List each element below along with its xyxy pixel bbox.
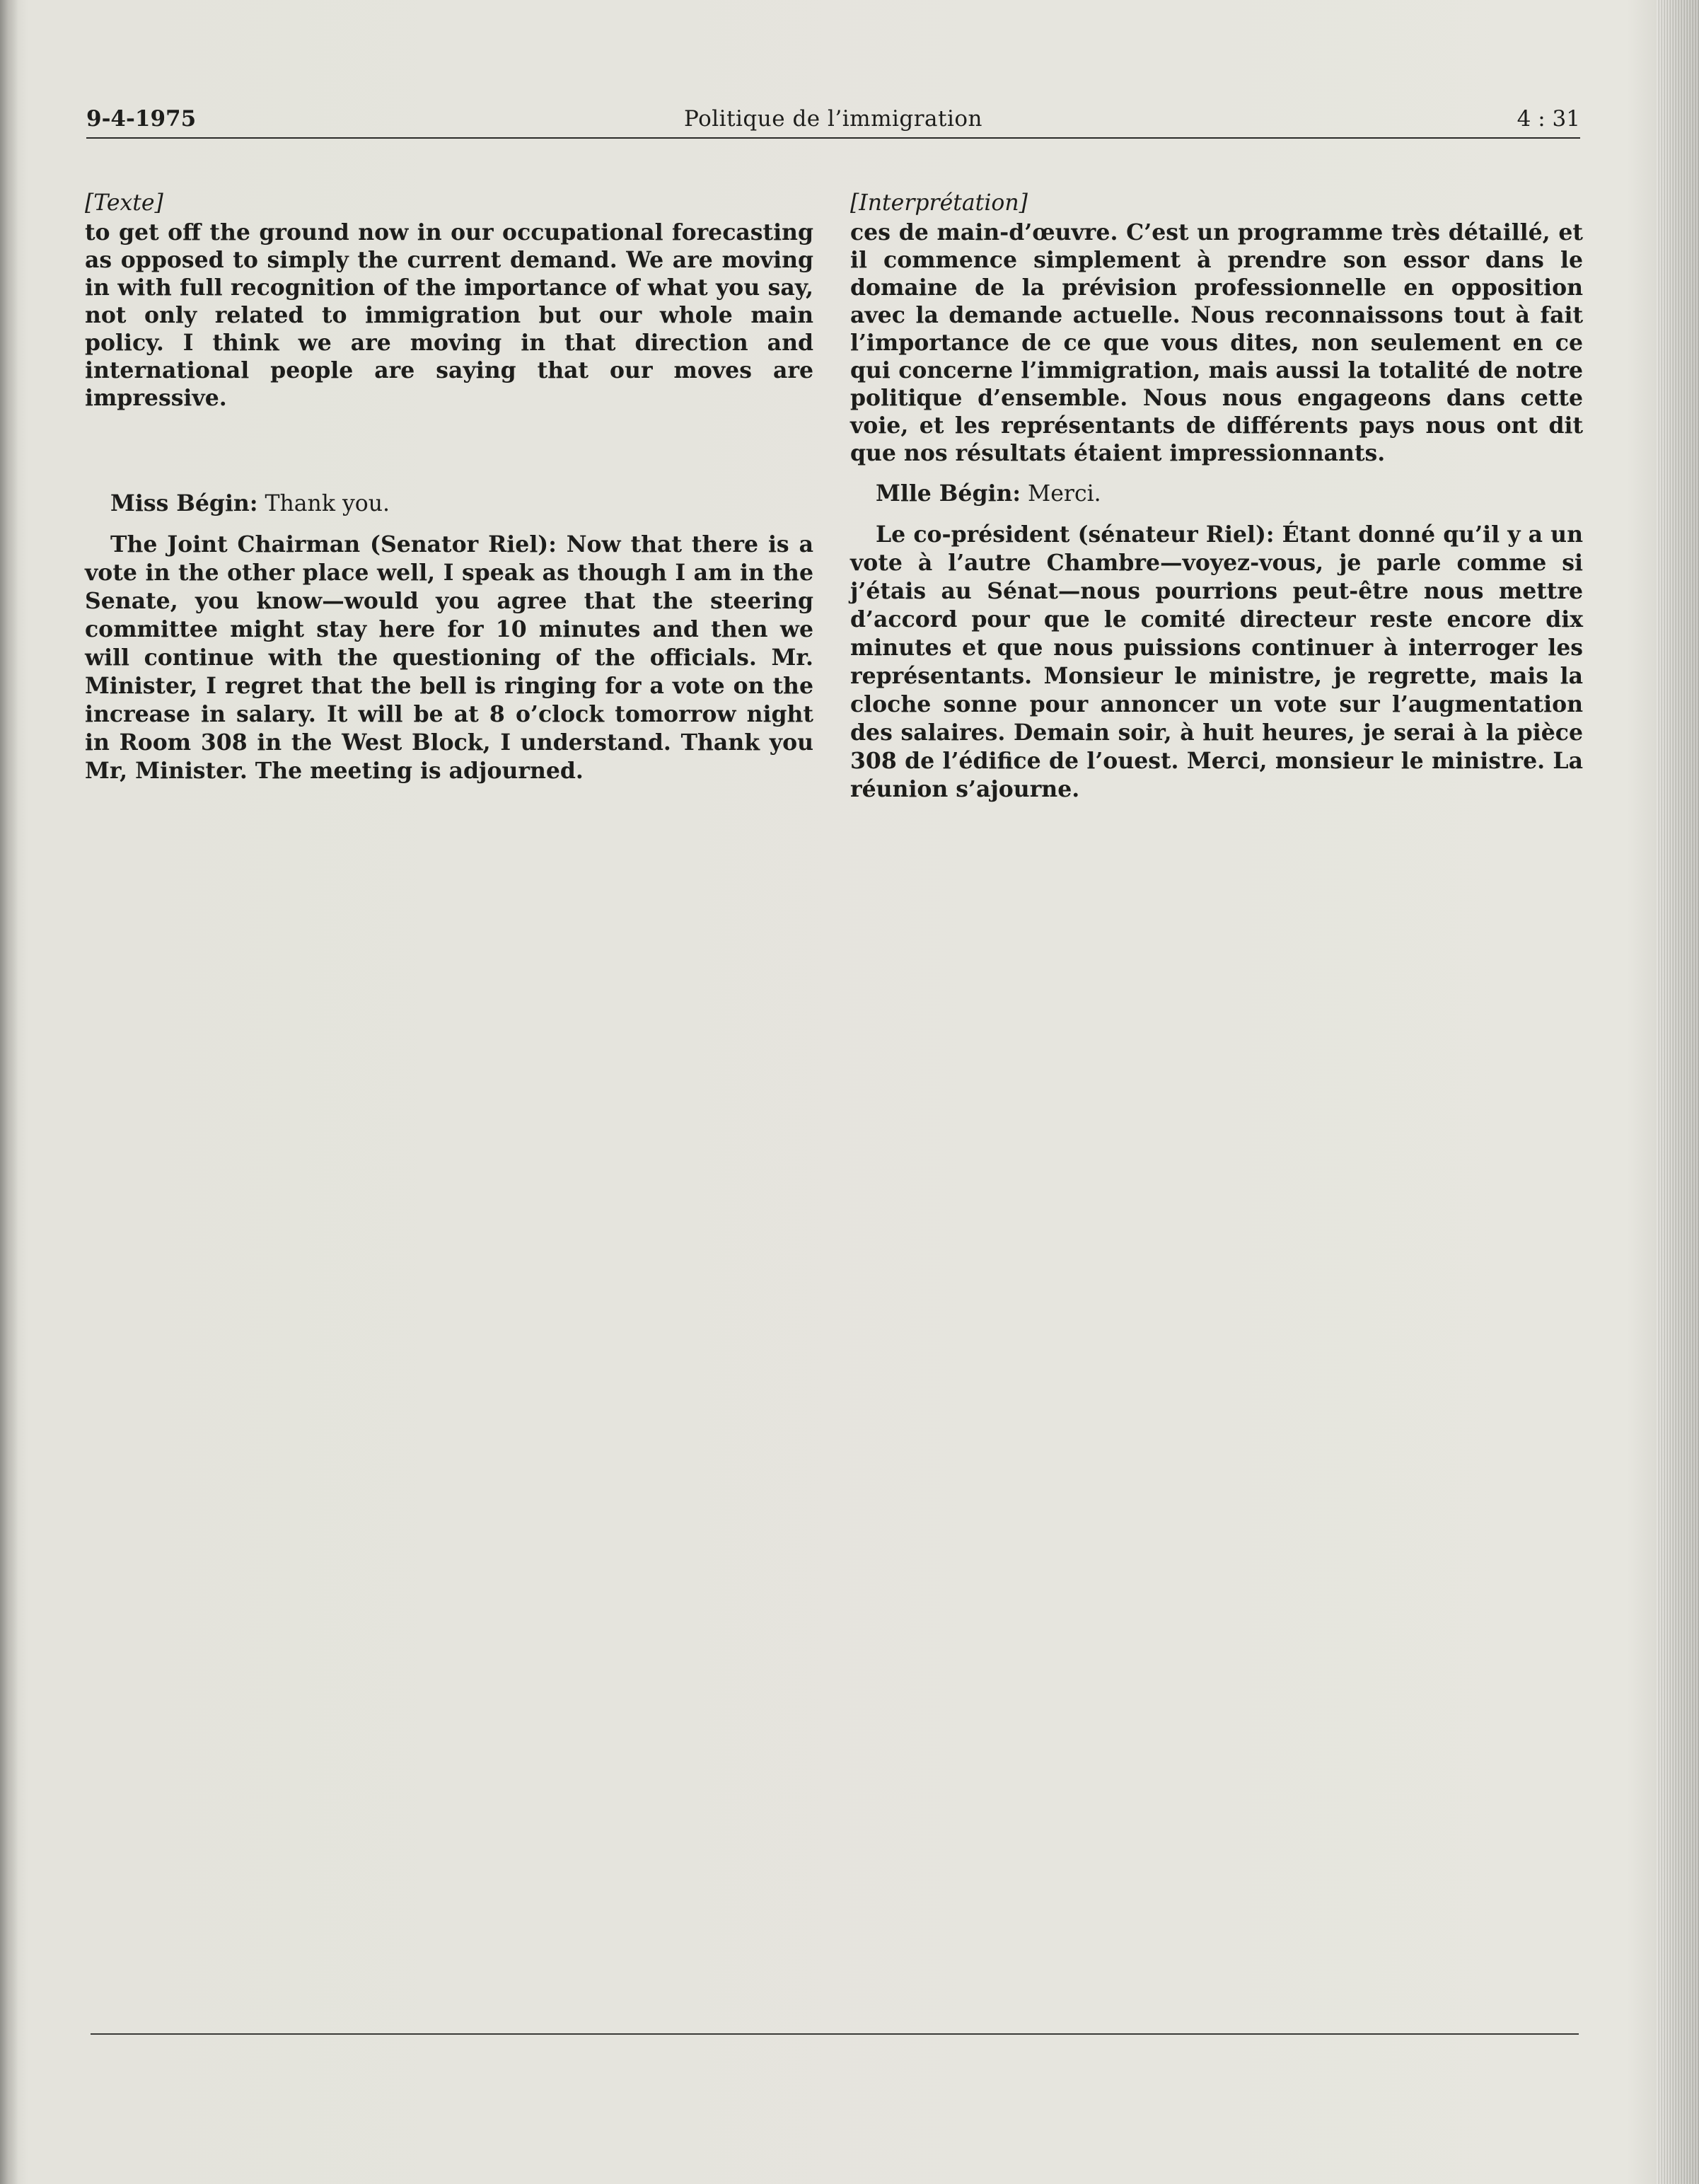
binding-shadow bbox=[0, 0, 18, 2184]
french-continuation-paragraph: ces de main-d’œuvre. C’est un programme très détaillé, et il commence simplement à prendre son essor dans le domaine de la prévision professionnelle en opposition avec la demande actuelle. Nous reconnaissons tout à fait l’importance de ce que vous dites, non seulement en ce qui concerne l’immigration, mais aussi la totalité de notre politique d’ensemble. Nous nous engageons dans cette voie, et les représentants de différents pays nous ont dit que nos résultats étaient impressionnants. bbox=[850, 219, 1583, 466]
running-head bbox=[86, 103, 1580, 139]
header-page-number: 4 : 31 bbox=[1517, 106, 1580, 132]
interpretation-label: [Interprétation] bbox=[850, 190, 1028, 216]
bottom-rule bbox=[91, 2033, 1579, 2035]
english-column bbox=[85, 190, 813, 785]
speaker-co-president: Le co-président (sénateur Riel): bbox=[876, 521, 1275, 548]
texte-label: [Texte] bbox=[85, 190, 163, 216]
header-date: 9-4-1975 bbox=[86, 106, 197, 132]
french-exchange-begin-text: Merci. bbox=[1021, 481, 1101, 507]
french-column bbox=[850, 190, 1583, 804]
speaker-mlle-begin: Mlle Bégin: bbox=[876, 480, 1021, 507]
english-exchange-begin bbox=[85, 490, 813, 518]
french-exchange-chairman bbox=[850, 521, 1583, 804]
header-title: Politique de l’immigration bbox=[683, 106, 983, 132]
french-exchange-chairman-text: Étant donné qu’il y a un vote à l’autre Chambre—voyez-vous, je parle comme si j’étais au Sénat—nous pourrions peut-être nous mettre d’accord pour que le comité directeur reste encore dix minutes et que nous puissions continuer à interroger les représentants. Monsieur le ministre, je regrette, mais la cloche sonne pour annoncer un vote sur l’augmentation des salaires. Demain soir, à huit heures, je serai à la pièce 308 de l’édifice de l’ouest. Merci, monsieur le ministre. La réunion s’ajourne. bbox=[850, 521, 1583, 802]
english-exchange-chairman-text: Now that there is a vote in the other place well, I speak as though I am in the Senate, you know—would you agree that the steering committee might stay here for 10 minutes and then we will continue with the questioning of the officials. Mr. Minister, I regret that the bell is ringing for a vote on the increase in salary. It will be at 8 o’clock tomorrow night in Room 308 in the West Block, I understand. Thank you Mr, Minister. The meeting is adjourned. bbox=[85, 531, 813, 784]
english-exchange-begin-text: Thank you. bbox=[257, 491, 390, 516]
french-exchange-begin bbox=[850, 480, 1583, 508]
speaker-joint-chairman: The Joint Chairman (Senator Riel): bbox=[110, 531, 557, 557]
page-edges bbox=[1657, 0, 1699, 2184]
english-exchange-chairman bbox=[85, 531, 813, 785]
speaker-miss-begin: Miss Bégin: bbox=[110, 490, 258, 516]
english-continuation-paragraph: to get off the ground now in our occupational forecasting as opposed to simply the current demand. We are moving in with full recognition of the importance of what you say, not only related to immigration but our whole main policy. I think we are moving in that direction and international people are saying that our moves are impressive. bbox=[85, 219, 813, 411]
